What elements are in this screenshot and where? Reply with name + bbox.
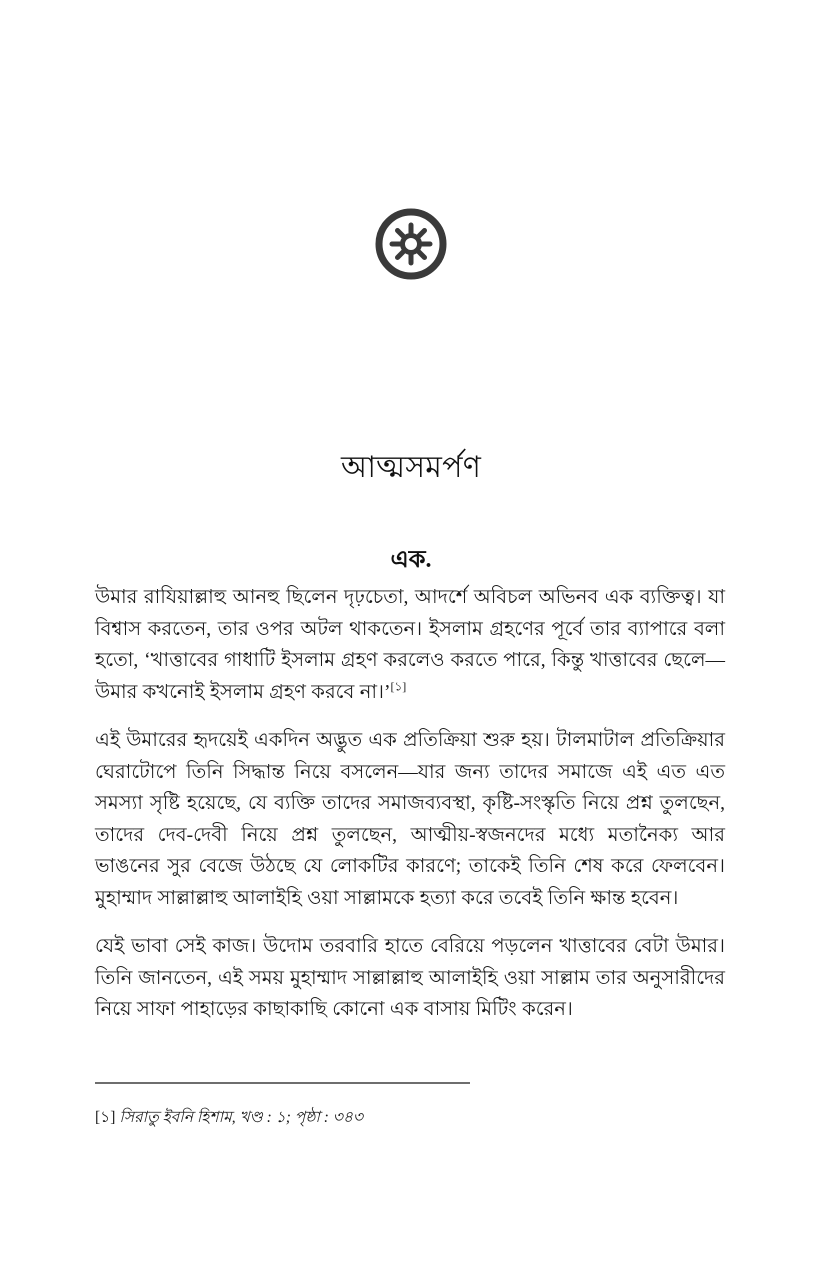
paragraph-3-text: যেই ভাবা সেই কাজ। উদোম তরবারি হাতে বেরিয়ে পড়লেন খাত্তাবের বেটা উমার। তিনি জানতেন, এই সময় মুহাম্মাদ সাল্লাল্লাহু আলাইহি ওয়া সাল্লাম তার অনুসারীদের নিয়ে সাফা পাহাড়ের কাছাকাছি কোনো এক বাসায় মিটিং করেন। [95, 936, 725, 1020]
paragraph-1 [95, 582, 725, 708]
chapter-title: আত্মসমর্পণ [340, 451, 482, 485]
footnote-text-1: সিরাতু ইবনি হিশাম, খণ্ড : ১; পৃষ্ঠা : ৩৪৩ [119, 1109, 364, 1126]
footnote-marker-1: [১] [95, 1109, 116, 1126]
paragraph-3 [95, 931, 725, 1026]
paragraph-2-text: এই উমারের হৃদয়েই একদিন অদ্ভুত এক প্রতিক্রিয়া শুরু হয়। টালমাটাল প্রতিক্রিয়ার ঘেরাটোপে তিনি সিদ্ধান্ত নিয়ে বসলেন—যার জন্য তাদের সমাজে এই এত এত সমস্যা সৃষ্টি হয়েছে, যে ব্যক্তি তাদের সমাজব্যবস্থা, কৃষ্টি-সংস্কৃতি নিয়ে প্রশ্ন তুলছেন, তাদের দেব-দেবী নিয়ে প্রশ্ন তুলছেন, আত্মীয়-স্বজনদের মধ্যে মতানৈক্য আর ভাঙনের সুর বেজে উঠছে যে লোকটির কারণে; তাকেই তিনি শেষ করে ফেলবেন। মুহাম্মাদ সাল্লাল্লাহু আলাইহি ওয়া সাল্লামকে হত্যা করে তবেই তিনি ক্ষান্ত হবেন। [95, 730, 725, 909]
footnote-separator-rule [95, 1082, 470, 1084]
rosette-wheel-icon [375, 208, 447, 280]
chapter-ornament [0, 208, 822, 280]
footnote-item-1 [95, 1106, 725, 1129]
body-text-column [95, 582, 725, 1026]
footnote-reference-1[interactable]: [১] [390, 679, 407, 693]
paragraph-2 [95, 725, 725, 914]
footnote-block [95, 1082, 725, 1129]
paragraph-1-text: উমার রাযিয়াল্লাহু আনহু ছিলেন দৃঢ়চেতা, আদর্শে অবিচল অভিনব এক ব্যক্তিত্ব। যা বিশ্বাস করতেন, তার ওপর অটল থাকতেন। ইসলাম গ্রহণের পূর্বে তার ব্যাপারে বলা হতো, ‘খাত্তাবের গাধাটি ইসলাম গ্রহণ করলেও করতে পারে, কিন্তু খাত্তাবের ছেলে—উমার কখনোই ইসলাম গ্রহণ করবে না।’ [95, 587, 725, 703]
section-heading: এক. [390, 546, 432, 573]
